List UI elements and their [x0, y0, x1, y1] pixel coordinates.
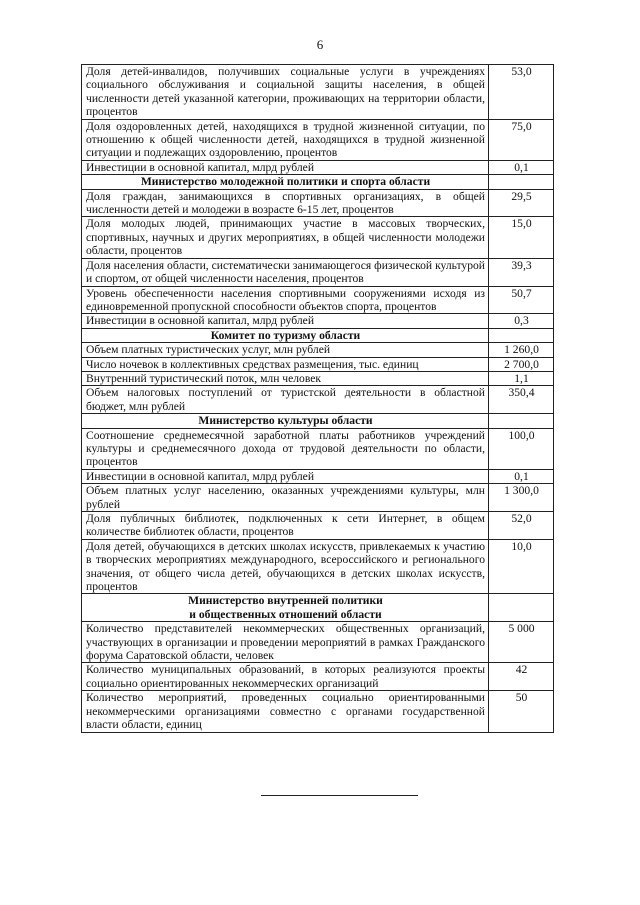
indicator-value: 75,0 [489, 119, 554, 160]
indicator-row [82, 512, 554, 540]
indicator-value: 15,0 [489, 217, 554, 258]
indicator-value: 5 000 [489, 622, 554, 663]
indicator-description: Количество муниципальных образований, в которых реализуются проекты социально ориентированных некоммерческих организаций [82, 663, 489, 691]
indicator-description: Инвестиции в основной капитал, млрд рублей [82, 469, 489, 483]
indicator-value: 42 [489, 663, 554, 691]
section-header-row [82, 328, 554, 342]
indicators-table-body [82, 65, 554, 733]
section-title: Министерство культуры области [82, 414, 489, 428]
indicator-row [82, 119, 554, 160]
section-value-cell [489, 594, 554, 622]
section-value-cell [489, 328, 554, 342]
section-title: Министерство молодежной политики и спорта области [82, 175, 489, 189]
indicator-description: Соотношение среднемесячной заработной платы работников учреждений культуры и среднемесячного дохода от трудовой деятельности по области, процентов [82, 428, 489, 469]
indicator-value: 0,3 [489, 314, 554, 328]
indicator-row [82, 469, 554, 483]
indicator-row [82, 286, 554, 314]
indicator-value: 1 300,0 [489, 484, 554, 512]
indicator-row [82, 160, 554, 174]
indicator-description: Число ночевок в коллективных средствах размещения, тыс. единиц [82, 357, 489, 371]
indicator-row [82, 65, 554, 120]
indicator-value: 53,0 [489, 65, 554, 120]
indicator-row [82, 428, 554, 469]
indicator-row [82, 622, 554, 663]
section-header-row [82, 594, 554, 622]
section-title: Комитет по туризму области [82, 328, 489, 342]
indicator-value: 2 700,0 [489, 357, 554, 371]
indicator-description: Доля детей-инвалидов, получивших социальные услуги в учреждениях социального обслуживания и социальной защиты населения, в общей численности детей указанной категории, проживающих на территории области, процентов [82, 65, 489, 120]
indicator-description: Доля публичных библиотек, подключенных к сети Интернет, в общем количестве библиотек области, процентов [82, 512, 489, 540]
indicator-description: Количество мероприятий, проведенных социально ориентированными некоммерческими организациями совместно с органами государственной власти области, единиц [82, 691, 489, 732]
footer-rule [261, 795, 418, 796]
indicator-value: 1,1 [489, 371, 554, 385]
indicator-row [82, 189, 554, 217]
indicator-row [82, 357, 554, 371]
indicator-row [82, 371, 554, 385]
indicator-row [82, 484, 554, 512]
indicator-description: Доля молодых людей, принимающих участие в массовых творческих, спортивных, научных и других мероприятиях, в общей численности молодежи области, процентов [82, 217, 489, 258]
indicator-row [82, 691, 554, 732]
indicator-value: 100,0 [489, 428, 554, 469]
indicator-value: 1 260,0 [489, 343, 554, 357]
section-value-cell [489, 175, 554, 189]
indicator-row [82, 314, 554, 328]
indicator-description: Доля оздоровленных детей, находящихся в трудной жизненной ситуации, по отношению к общей численности детей, находящихся в трудной жизненной ситуации и подлежащих оздоровлению, процентов [82, 119, 489, 160]
indicator-row [82, 217, 554, 258]
indicator-row [82, 663, 554, 691]
indicator-value: 39,3 [489, 258, 554, 286]
indicator-row [82, 539, 554, 594]
indicator-description: Доля детей, обучающихся в детских школах искусств, привлекаемых к участию в творческих мероприятиях международного, всероссийского и регионального значения, от общего числа детей, обучающихся в детских школах искусств, процентов [82, 539, 489, 594]
indicator-value: 50,7 [489, 286, 554, 314]
indicator-row [82, 258, 554, 286]
section-title: Министерство внутренней политики и общественных отношений области [82, 594, 489, 622]
indicator-value: 50 [489, 691, 554, 732]
indicator-description: Инвестиции в основной капитал, млрд рублей [82, 314, 489, 328]
indicator-value: 350,4 [489, 386, 554, 414]
indicator-description: Объем налоговых поступлений от туристской деятельности в областной бюджет, млн рублей [82, 386, 489, 414]
indicator-row [82, 386, 554, 414]
section-value-cell [489, 414, 554, 428]
indicator-description: Объем платных услуг населению, оказанных учреждениями культуры, млн рублей [82, 484, 489, 512]
indicator-description: Объем платных туристических услуг, млн рублей [82, 343, 489, 357]
indicators-table [81, 64, 554, 733]
section-header-row [82, 414, 554, 428]
indicator-value: 0,1 [489, 160, 554, 174]
indicator-value: 10,0 [489, 539, 554, 594]
indicator-value: 52,0 [489, 512, 554, 540]
indicator-description: Уровень обеспеченности населения спортивными сооружениями исходя из единовременной пропускной способности объектов спорта, процентов [82, 286, 489, 314]
indicator-description: Доля населения области, систематически занимающегося физической культурой и спортом, от общей численности населения, процентов [82, 258, 489, 286]
section-header-row [82, 175, 554, 189]
indicator-row [82, 343, 554, 357]
indicator-description: Внутренний туристический поток, млн человек [82, 371, 489, 385]
indicator-description: Доля граждан, занимающихся в спортивных организациях, в общей численности детей и молодежи в возрасте 6-15 лет, процентов [82, 189, 489, 217]
indicator-description: Инвестиции в основной капитал, млрд рублей [82, 160, 489, 174]
page-number: 6 [316, 37, 324, 52]
indicator-value: 29,5 [489, 189, 554, 217]
indicator-value: 0,1 [489, 469, 554, 483]
indicator-description: Количество представителей некоммерческих общественных организаций, участвующих в организации и проведении мероприятий в рамках Гражданского форума Саратовской области, человек [82, 622, 489, 663]
